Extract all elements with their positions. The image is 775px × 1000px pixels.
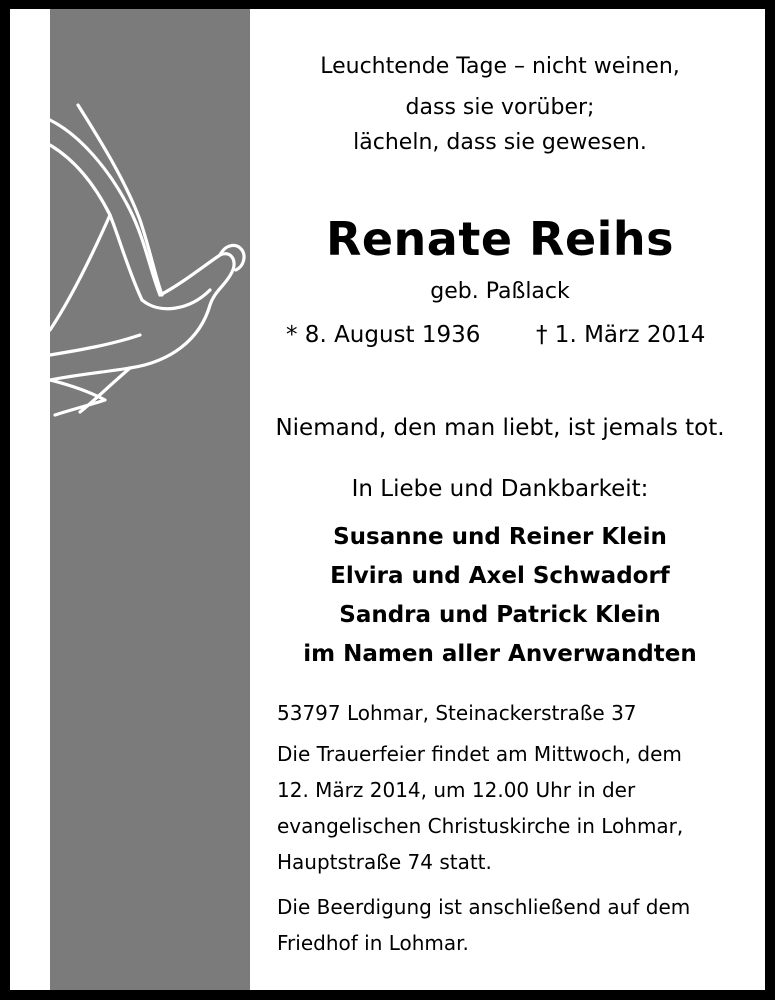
ceremony-line-4: Hauptstraße 74 statt. [277,850,492,874]
gratitude-line: In Liebe und Dankbarkeit: [351,476,649,502]
burial-line-1: Die Beerdigung ist anschließend auf dem [277,895,691,919]
birth-date: * 8. August 1936 [286,322,481,348]
ceremony-line-3: evangelischen Christuskirche in Lohmar, [277,814,684,838]
ceremony-line-1: Die Trauerfeier findet am Mittwoch, dem [277,742,682,766]
address: 53797 Lohmar, Steinackerstraße 37 [277,701,637,725]
dove-icon [50,100,250,430]
death-date: † 1. März 2014 [536,322,706,348]
verse-line-2: dass sie vorüber; [405,95,595,120]
verse-line-1: Leuchtende Tage – nicht weinen, [320,54,680,79]
family-line-2: Elvira und Axel Schwadorf [330,563,670,589]
motto: Niemand, den man liebt, ist jemals tot. [275,415,725,441]
burial-line-2: Friedhof in Lohmar. [277,931,469,955]
verse-line-3: lächeln, dass sie gewesen. [353,130,647,155]
family-line-1: Susanne und Reiner Klein [333,524,667,550]
family-line-3: Sandra und Patrick Klein [339,602,661,628]
deceased-name: Renate Reihs [325,212,675,266]
birth-name: geb. Paßlack [430,279,570,304]
family-line-4: im Namen aller Anverwandten [303,641,697,667]
ceremony-line-2: 12. März 2014, um 12.00 Uhr in der [277,778,636,802]
